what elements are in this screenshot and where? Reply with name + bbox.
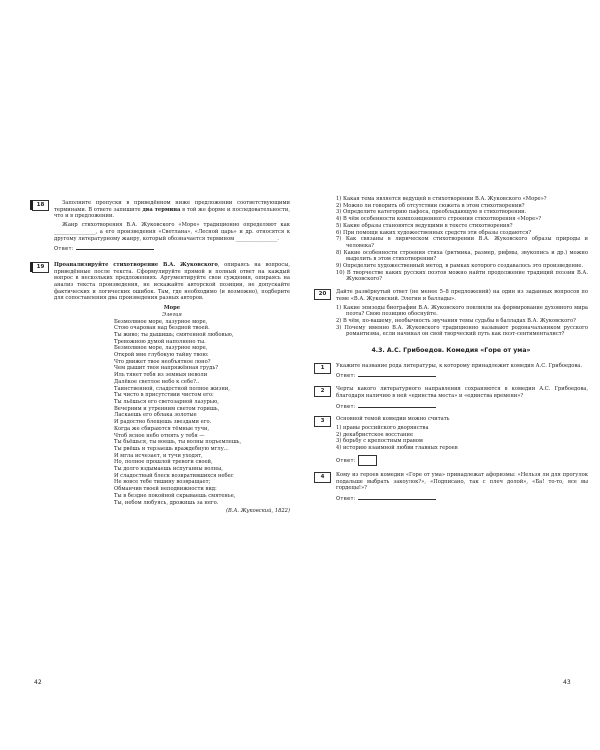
task-instruction: Проанализируйте стихотворение В.А. Жуковского, опираясь на вопросы, приведённые после текста. Сформулируйте прямой и полный ответ на каждый вопрос в нескольких предложениях. Аргументируйте свои суждения, опираясь на анализ текста произведения, не искажайте авторской позиции, не допускайте фактических и логических ошибок. Там, где необходимо (и возможно), подберите для сопоставления два произведения разных авторов. bbox=[54, 261, 290, 302]
task-3-options bbox=[336, 425, 588, 452]
task-20-questions bbox=[336, 305, 588, 339]
answer-box[interactable] bbox=[358, 455, 377, 466]
task-2 bbox=[314, 386, 588, 410]
question-item: 1) Какие эпизоды биографии В.А. Жуковского повлияли на формирование духовного мира поэта? Свою позицию обоснуйте. bbox=[336, 304, 588, 318]
task-3 bbox=[314, 416, 588, 466]
poem-line: Ты льёшься его светозарной лазурью, bbox=[114, 398, 219, 405]
poem-line: Ты бьёшься, ты воешь, ты волны подъемлешь, bbox=[114, 439, 242, 446]
poem-line: Но, полное прошлой тревоги своей, bbox=[114, 459, 213, 466]
poem-line: Далёкое светлое небо к себе?.. bbox=[114, 378, 200, 385]
task-instruction: Заполните пропуски в приведённом ниже предложении соответствующими терминами. В ответе запишите два термина в той же форме и последовательности, что и в предложении. bbox=[54, 200, 290, 220]
task-number: 19 bbox=[32, 262, 49, 273]
question-item: 2) В чём, по-вашему, необычность звучания темы судьбы в балладах В.А. Жуковского? bbox=[336, 317, 576, 324]
poem-line: Чем дышит твоя напряжённая грудь? bbox=[114, 365, 218, 372]
question-item: 3) Почему именно В.А. Жуковского традиционно называют родоначальником русского романтизма, если начинал он свой творческий путь как поэт-сентименталист? bbox=[336, 324, 588, 338]
poem-line: Обманчив твоей неподвижности вид: bbox=[114, 486, 217, 493]
poem-line: Ты в бездне покойной скрываешь смятенье, bbox=[114, 492, 236, 499]
question-item: 4) В чём особенности композиционного строения стихотворения «Море»? bbox=[336, 216, 542, 223]
poem-line: Безмолвное море, лазурное море, bbox=[114, 345, 208, 352]
poem-author: (В.А. Жуковский, 1822) bbox=[226, 508, 290, 515]
section-title: 4.3. А.С. Грибоедов. Комедия «Горе от ума» bbox=[371, 347, 531, 355]
poem-line: И радостно блещешь звездами его. bbox=[114, 419, 212, 426]
answer-line[interactable] bbox=[358, 402, 436, 408]
poem-lines bbox=[114, 319, 290, 507]
answer-label: Ответ: bbox=[54, 246, 74, 253]
question-item: 5) Какие образы становятся ведущими в тексте стихотворения? bbox=[336, 222, 513, 229]
page-number-right: 43 bbox=[563, 679, 571, 686]
task-text: Черты какого литературного направления сохраняются в комедии А.С. Грибоедова, благодаря наличию в ней «единства места» и «единства времени»? bbox=[336, 386, 588, 399]
task-number: 1 bbox=[314, 363, 331, 374]
question-item: 6) При помощи каких художественных средств эти образы создаются? bbox=[336, 229, 532, 236]
right-page bbox=[300, 0, 600, 750]
answer-row bbox=[336, 402, 588, 411]
option-item: 1) нравы российского дворянства bbox=[336, 424, 429, 431]
poem-line: Открой мне глубокую тайну твою: bbox=[114, 352, 209, 359]
task-text: Кому из героев комедии «Горе от ума» принадлежат афоризмы: «Нельзя ли для прогулок подальше выбрать закоулок?», «Подписано, так с плеч долой», «Ба! то-то, все вы гордецы!»? bbox=[336, 471, 588, 492]
option-item: 4) историю взаимной любви главных героев bbox=[336, 445, 458, 452]
task-18 bbox=[32, 200, 290, 253]
question-item: 3) Определите категорию пафоса, преобладающую в стихотворении. bbox=[336, 209, 527, 216]
answer-line[interactable] bbox=[76, 244, 154, 250]
poem-line: Тревожною думой наполнено ты. bbox=[114, 338, 206, 345]
question-item: 2) Можно ли говорить об отсутствии сюжета в этом стихотворении? bbox=[336, 202, 525, 209]
answer-label: Ответ: bbox=[336, 373, 356, 380]
poem-line: И сладостный блеск возвратившихся небес bbox=[114, 472, 234, 479]
poem-line: Ты, небом любуясь, дрожишь за него. bbox=[114, 499, 219, 506]
poem-line: Чтоб ясное небо отнять у тебя — bbox=[114, 432, 205, 439]
poem-line: Когда же сбираются тёмные тучи, bbox=[114, 425, 210, 432]
answer-row bbox=[336, 455, 588, 466]
task-number: 18 bbox=[32, 200, 49, 211]
question-item: 1) Какая тема является ведущей в стихотворении В.А. Жуковского «Море»? bbox=[336, 196, 547, 202]
task-text: Основной темой комедии можно считать bbox=[336, 416, 450, 423]
option-item: 2) декабристское восстание bbox=[336, 431, 414, 438]
answer-line[interactable] bbox=[358, 371, 436, 377]
question-item: 8) Какие особенности строения стиха (ритмика, размер, рифмы, звукопись и др.) можно выделить в этом стихотворении? bbox=[336, 249, 588, 263]
right-column bbox=[314, 196, 588, 509]
answer-row bbox=[54, 244, 290, 253]
task-19 bbox=[32, 262, 290, 515]
poem-line: И мгла исчезает, и тучи уходят, bbox=[114, 452, 203, 459]
question-item: 10) В творчестве каких русских поэтов можно найти продолжение традиций поэзии В.А. Жуковского? bbox=[336, 269, 588, 283]
task-text: Укажите название рода литературы, к которому принадлежит комедия А.С. Грибоедова. bbox=[336, 362, 583, 369]
option-item: 3) борьбу с крепостным правом bbox=[336, 438, 423, 445]
answer-label: Ответ: bbox=[336, 457, 356, 464]
left-column bbox=[32, 200, 290, 521]
poem-line: Таинственной, сладостной полное жизни, bbox=[114, 385, 230, 392]
answer-line[interactable] bbox=[358, 494, 436, 500]
task-1 bbox=[314, 363, 588, 380]
poem-line: Иль тянет тебя из земныя неволи bbox=[114, 372, 208, 379]
answer-row bbox=[336, 371, 588, 380]
poem bbox=[114, 305, 290, 506]
answer-label: Ответ: bbox=[336, 495, 356, 502]
poem-line: Безмолвное море, лазурное море, bbox=[114, 318, 208, 325]
task-number: 3 bbox=[314, 416, 331, 427]
poem-line: Ласкаешь его облака золотые bbox=[114, 412, 197, 419]
task-number: 20 bbox=[314, 289, 331, 300]
answer-row bbox=[336, 494, 588, 503]
task-4 bbox=[314, 472, 588, 503]
question-item: 7) Как связаны в лирическом стихотворении В.А. Жуковского образы природы и человека? bbox=[336, 236, 588, 249]
task-body: Жанр стихотворения В.А. Жуковского «Море» традиционно определяют как ________________, а его произведения «Светлана», «Лесной царь» и др. относятся к другому литературному жанру, который обозначается термином ________________. bbox=[54, 222, 290, 242]
poem-line: Не вовсе тебе тишину возвращает; bbox=[114, 479, 211, 486]
answer-label: Ответ: bbox=[336, 403, 356, 410]
poem-line: Что движет твое необъятное лоно? bbox=[114, 358, 211, 365]
poem-title: Море bbox=[163, 305, 181, 312]
poem-line: Стою очарован над бездной твоей. bbox=[114, 325, 210, 332]
poem-line: Ты рвёшь и терзаешь враждебную мглу... bbox=[114, 445, 229, 452]
task-number: 4 bbox=[314, 472, 331, 483]
task-number: 2 bbox=[314, 386, 331, 397]
poem-line: Ты чисто в присутствии чистом его: bbox=[114, 392, 214, 399]
task-20 bbox=[314, 289, 588, 338]
poem-line: Ты долго вздымаешь испуганны волны, bbox=[114, 466, 223, 473]
question-item: 9) Определите художественный метод, в рамках которого создавалось это произведение. bbox=[336, 263, 584, 270]
poem-line: Ты живо; ты дышишь; смятенной любовью, bbox=[114, 331, 234, 338]
page-number-left: 42 bbox=[34, 679, 42, 686]
poem-subtitle: Элегия bbox=[162, 311, 182, 318]
task-19-questions bbox=[336, 196, 588, 283]
poem-line: Вечерним и утренним светом горишь, bbox=[114, 405, 220, 412]
task-instruction: Дайте развёрнутый ответ (не менее 5–8 предложений) на один из заданных вопросов по теме «В.А. Жуковский. Элегии и баллады». bbox=[336, 289, 588, 302]
